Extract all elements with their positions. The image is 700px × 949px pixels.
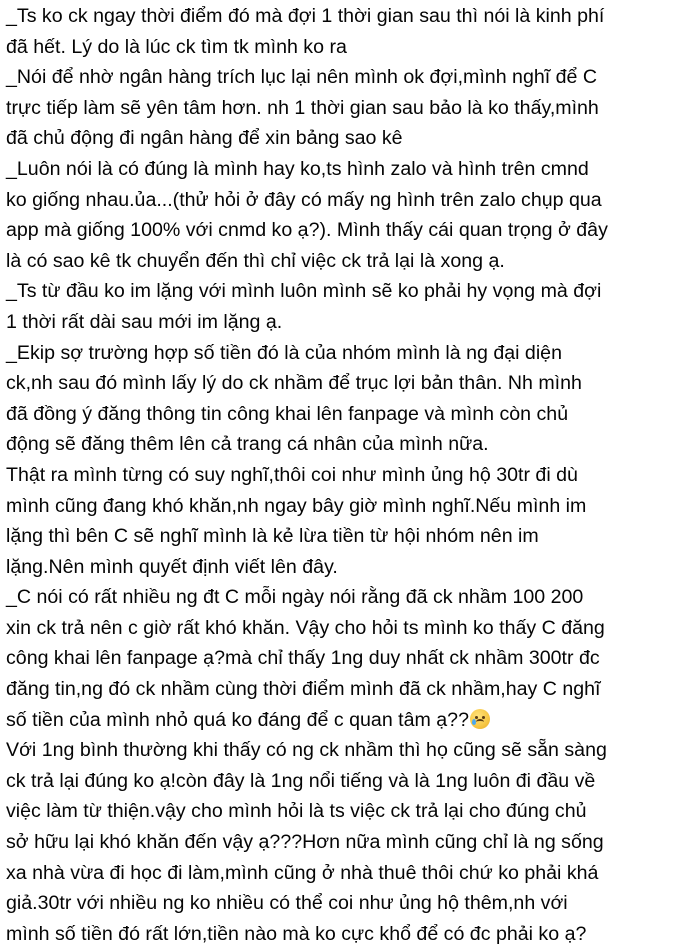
post-body — [6, 0, 696, 949]
post-line-24 — [6, 705, 696, 736]
post-line-22: công khai lên fanpage ạ?mà chỉ thấy 1ng duy nhất ck nhầm 300tr đc — [6, 647, 600, 670]
post-line-25: Với 1ng bình thường khi thấy có ng ck nhầm thì họ cũng sẽ sẵn sàng — [6, 739, 607, 762]
post-line-2: đã hết. Lý do là lúc ck tìm tk mình ko ra — [6, 35, 347, 58]
post-line-28: sở hữu lại khó khăn đến vậy ạ???Hơn nữa mình cũng chỉ là ng sống — [6, 831, 604, 854]
post-line-5: đã chủ động đi ngân hàng để xin bảng sao kê — [6, 127, 403, 150]
post-line-21: xin ck trả nên c giờ rất khó khăn. Vậy cho hỏi ts mình ko thấy C đăng — [6, 616, 605, 639]
post-line-26: ck trả lại đúng ko ạ!còn đây là 1ng nổi tiếng và là 1ng luôn đi đầu về — [6, 769, 596, 792]
post-line-19: lặng.Nên mình quyết định viết lên đây. — [6, 555, 338, 578]
post-line-24-text: số tiền của mình nhỏ quá ko đáng để c quan tâm ạ?? — [6, 708, 469, 731]
post-line-10: _Ts từ đầu ko im lặng với mình luôn mình sẽ ko phải hy vọng mà đợi — [6, 280, 602, 303]
post-line-4: trực tiếp làm sẽ yên tâm hơn. nh 1 thời gian sau bảo là ko thấy,mình — [6, 96, 599, 119]
post-line-18: lặng thì bên C sẽ nghĩ mình là kẻ lừa tiền từ hội nhóm nên im — [6, 525, 539, 548]
post-line-31: mình số tiền đó rất lớn,tiền nào mà ko cực khổ để có đc phải ko ạ? — [6, 922, 587, 945]
post-line-8: app mà giống 100% với cnmd ko ạ?). Mình thấy cái quan trọng ở đây — [6, 219, 608, 242]
post-line-9: là có sao kê tk chuyển đến thì chỉ việc ck trả lại là xong ạ. — [6, 249, 505, 272]
post-line-13: ck,nh sau đó mình lấy lý do ck nhầm để trục lợi bản thân. Nh mình — [6, 372, 582, 395]
crying-face-icon — [470, 709, 490, 729]
post-line-15: động sẽ đăng thêm lên cả trang cá nhân của mình nữa. — [6, 433, 489, 456]
post-line-11: 1 thời rất dài sau mới im lặng ạ. — [6, 310, 283, 333]
post-line-30: giả.30tr với nhiều ng ko nhiều có thể coi như ủng hộ thêm,nh với — [6, 892, 568, 915]
post-line-12: _Ekip sợ trường hợp số tiền đó là của nhóm mình là ng đại diện — [6, 341, 562, 364]
post-line-27: việc làm từ thiện.vậy cho mình hỏi là ts việc ck trả lại cho đúng chủ — [6, 800, 587, 823]
post-line-29: xa nhà vừa đi học đi làm,mình cũng ở nhà thuê thôi chứ ko phải khá — [6, 861, 599, 884]
post-line-20: _C nói có rất nhiều ng đt C mỗi ngày nói rằng đã ck nhầm 100 200 — [6, 586, 584, 609]
post-line-1: _Ts ko ck ngay thời điểm đó mà đợi 1 thời gian sau thì nói là kinh phí — [6, 5, 605, 27]
post-line-17: mình cũng đang khó khăn,nh ngay bây giờ mình nghĩ.Nếu mình im — [6, 494, 587, 517]
post-line-23: đăng tin,ng đó ck nhầm cùng thời điểm mình đã ck nhầm,hay C nghĩ — [6, 678, 601, 701]
post-line-6: _Luôn nói là có đúng là mình hay ko,ts hình zalo và hình trên cmnd — [6, 157, 589, 180]
post-line-3: _Nói để nhờ ngân hàng trích lục lại nên mình ok đợi,mình nghĩ để C — [6, 66, 598, 89]
post-line-7: ko giống nhau.ủa...(thử hỏi ở đây có mấy ng hình trên zalo chụp qua — [6, 188, 602, 211]
post-line-14: đã đồng ý đăng thông tin công khai lên fanpage và mình còn chủ — [6, 402, 569, 425]
post-line-16: Thật ra mình từng có suy nghĩ,thôi coi như mình ủng hộ 30tr đi dù — [6, 463, 578, 486]
